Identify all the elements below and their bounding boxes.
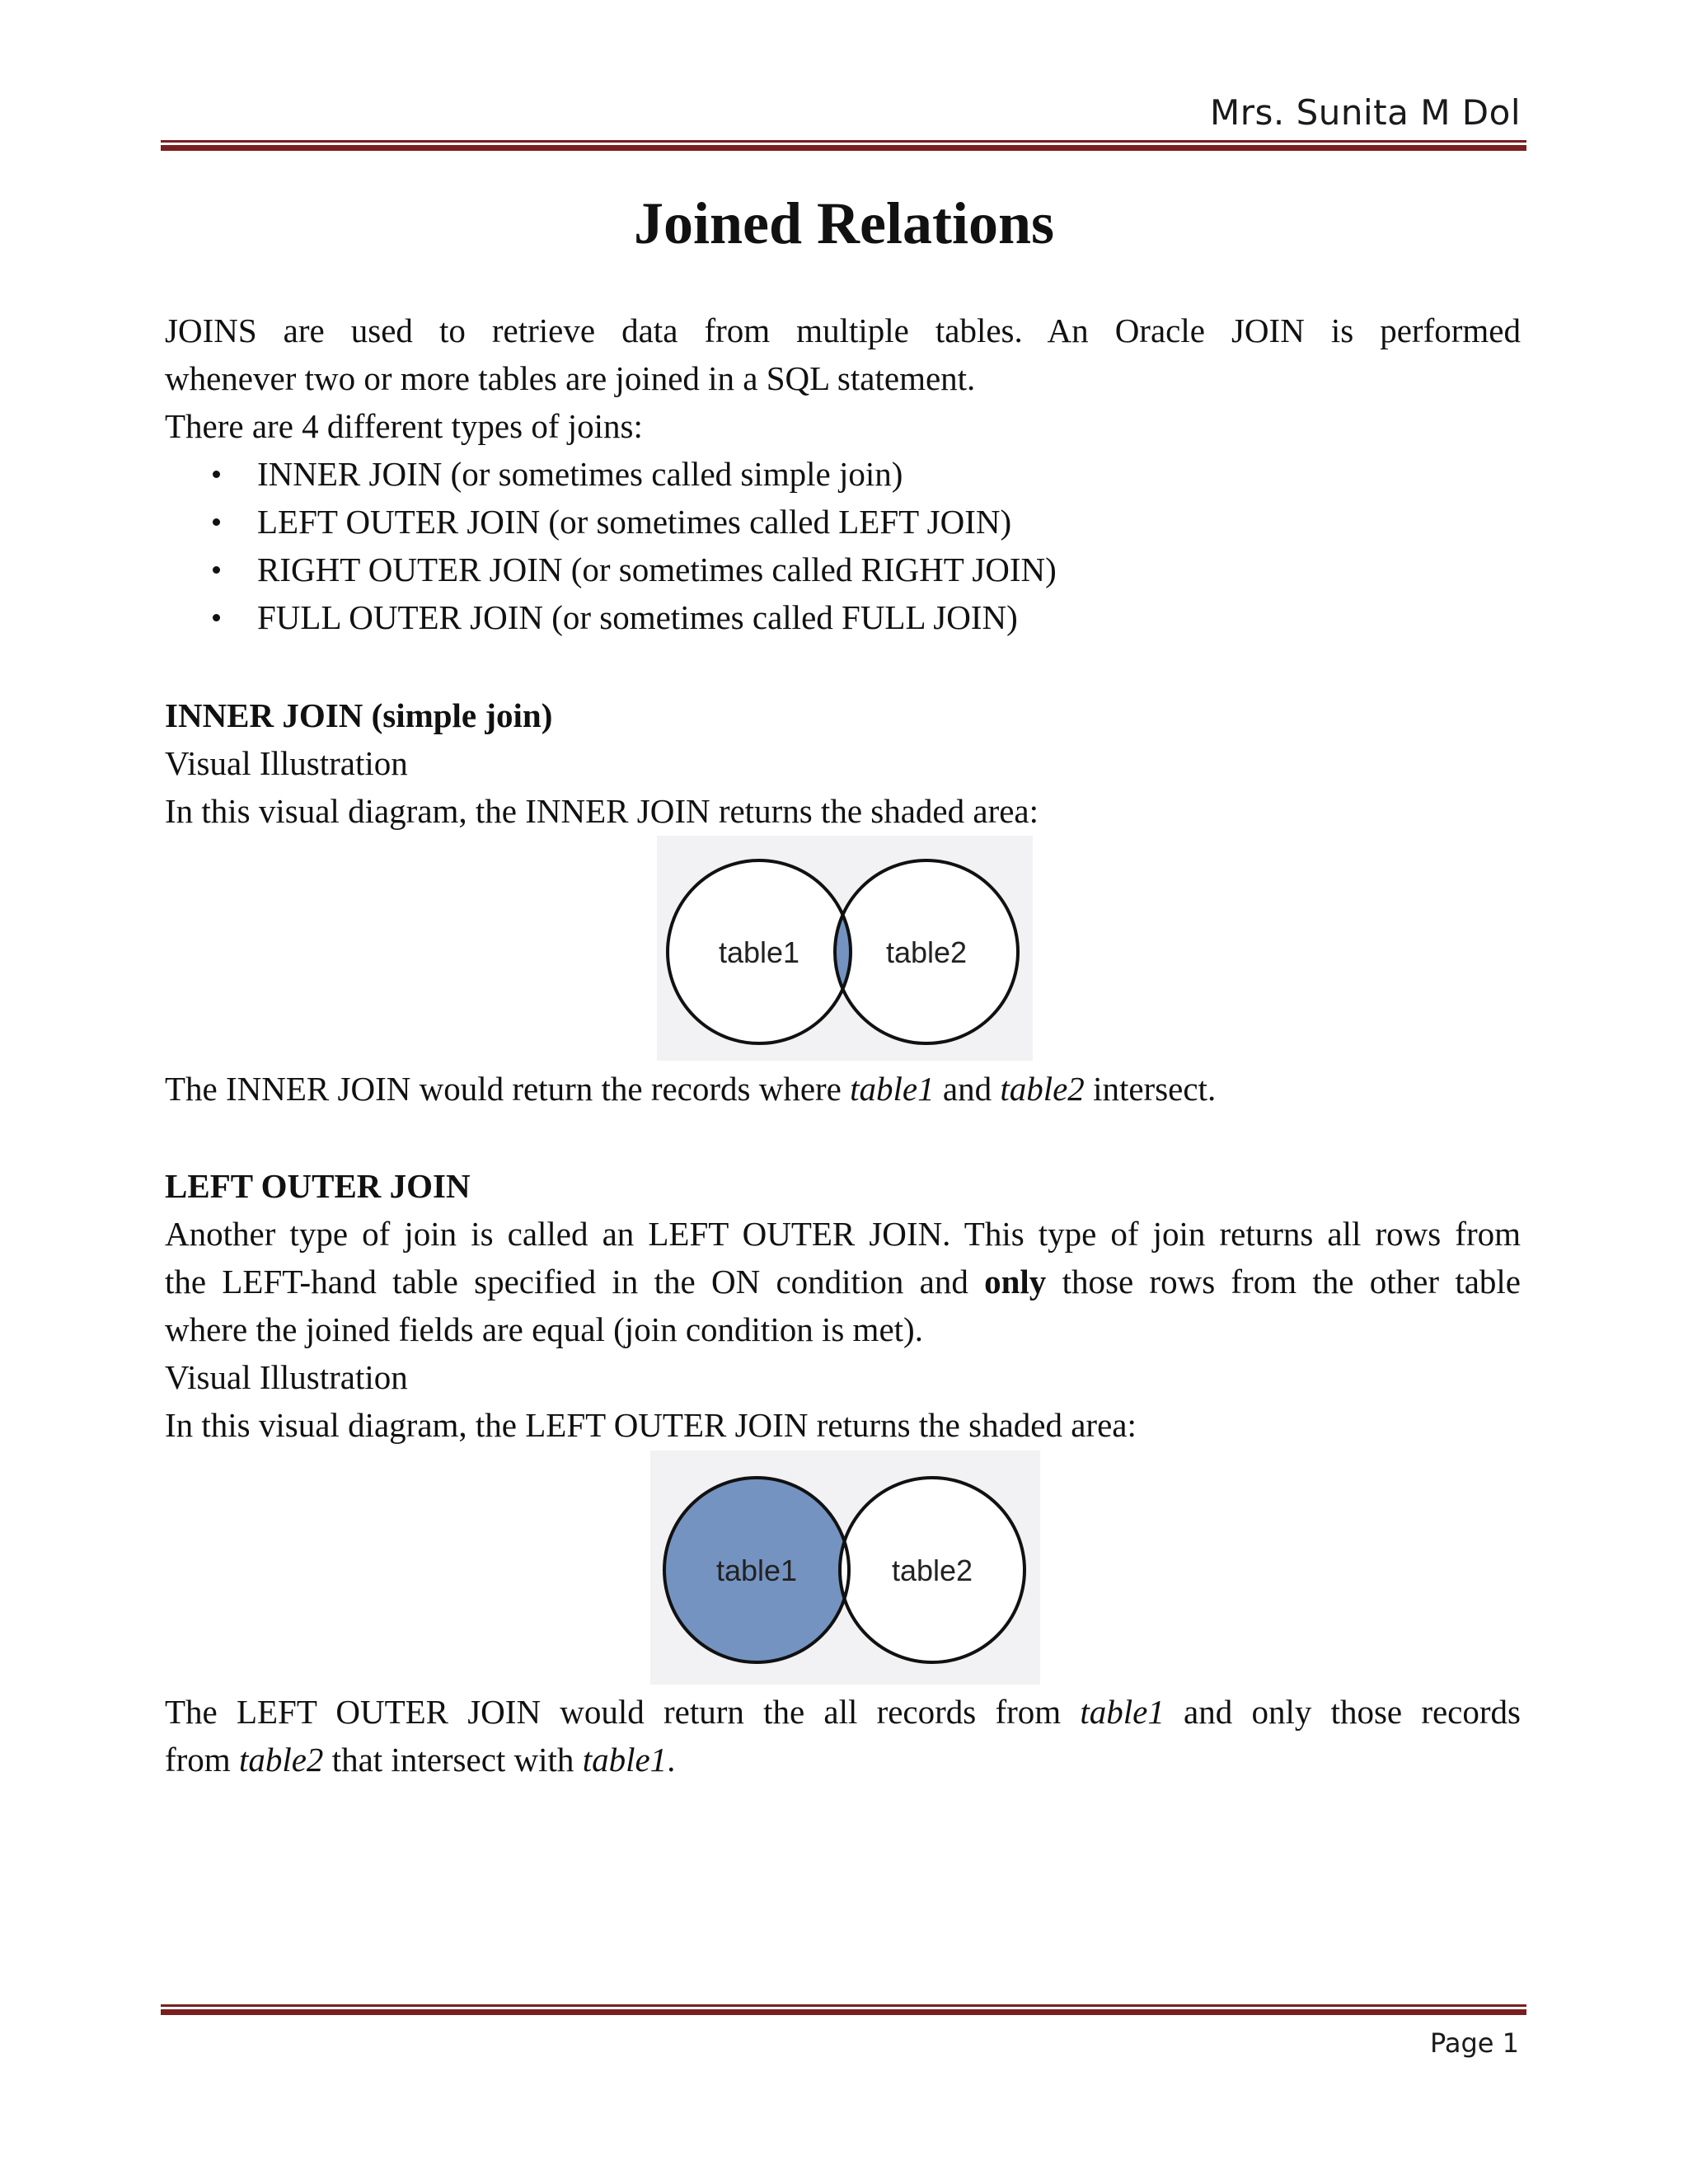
table1-ref: table1	[1080, 1693, 1165, 1731]
left-diagram-caption: In this visual diagram, the LEFT OUTER JOIN returns the shaded area:	[165, 1406, 1137, 1444]
left-join-para-line-2	[165, 1258, 1521, 1305]
inner-diagram-caption: In this visual diagram, the INNER JOIN returns the shaded area:	[165, 792, 1039, 830]
para-text: the LEFT-hand table specified in the ON condition and	[165, 1263, 985, 1301]
intro-line-1: JOINS are used to retrieve data from multiple tables. An Oracle JOIN is performed	[165, 312, 1521, 349]
page-number: Page 1	[1430, 2027, 1519, 2059]
table1-label: table1	[718, 935, 800, 969]
left-join-summary-line-1	[165, 1688, 1521, 1736]
left-join-heading: LEFT OUTER JOIN	[165, 1167, 471, 1205]
summary-text: The LEFT OUTER JOIN would return the all records from	[165, 1693, 1081, 1731]
summary-text: .	[667, 1741, 676, 1779]
table1-ref: table1	[850, 1070, 935, 1108]
table1-ref: table1	[582, 1741, 668, 1779]
intro-line-2: whenever two or more tables are joined in a SQL statement.	[165, 359, 976, 397]
left-join-summary-line-2	[165, 1736, 1521, 1783]
left-join-para-line-1: Another type of join is called an LEFT OUTER JOIN. This type of join returns all rows from	[165, 1215, 1521, 1253]
header-author: Mrs. Sunita M Dol	[1209, 92, 1521, 133]
page-title: Joined Relations	[633, 190, 1055, 256]
list-item: INNER JOIN (or sometimes called simple join)	[165, 450, 1057, 498]
inner-visual-subheading: Visual Illustration	[165, 744, 408, 782]
summary-text: from	[165, 1741, 239, 1779]
inner-join-venn-diagram	[657, 836, 1033, 1061]
left-join-para-line-3: where the joined fields are equal (join condition is met).	[165, 1310, 923, 1348]
table2-ref: table2	[1000, 1070, 1085, 1108]
inner-join-summary	[165, 1065, 1521, 1113]
list-item: LEFT OUTER JOIN (or sometimes called LEFT JOIN)	[165, 498, 1057, 546]
inner-join-heading: INNER JOIN (simple join)	[165, 696, 553, 734]
para-text: those rows from the other table	[1046, 1263, 1521, 1301]
summary-text: and only those records	[1164, 1693, 1521, 1731]
summary-text: The INNER JOIN would return the records where	[165, 1070, 851, 1108]
table2-label: table2	[891, 1554, 973, 1587]
left-visual-subheading: Visual Illustration	[165, 1358, 408, 1396]
list-item: RIGHT OUTER JOIN (or sometimes called RIGHT JOIN)	[165, 546, 1057, 593]
summary-text: intersect.	[1084, 1070, 1217, 1108]
table2-label: table2	[885, 935, 968, 969]
para-bold-text: only	[984, 1263, 1047, 1301]
summary-text: and	[934, 1070, 1001, 1108]
join-types-list	[165, 450, 1057, 641]
left-join-venn-diagram	[650, 1451, 1040, 1685]
summary-text: that intersect with	[323, 1741, 583, 1779]
intro-line-3: There are 4 different types of joins:	[165, 407, 643, 445]
footer-rule	[161, 2004, 1526, 2015]
header-rule	[161, 140, 1526, 151]
list-item: FULL OUTER JOIN (or sometimes called FULL JOIN)	[165, 593, 1057, 641]
table1-label: table1	[715, 1554, 798, 1587]
table2-ref: table2	[238, 1741, 324, 1779]
